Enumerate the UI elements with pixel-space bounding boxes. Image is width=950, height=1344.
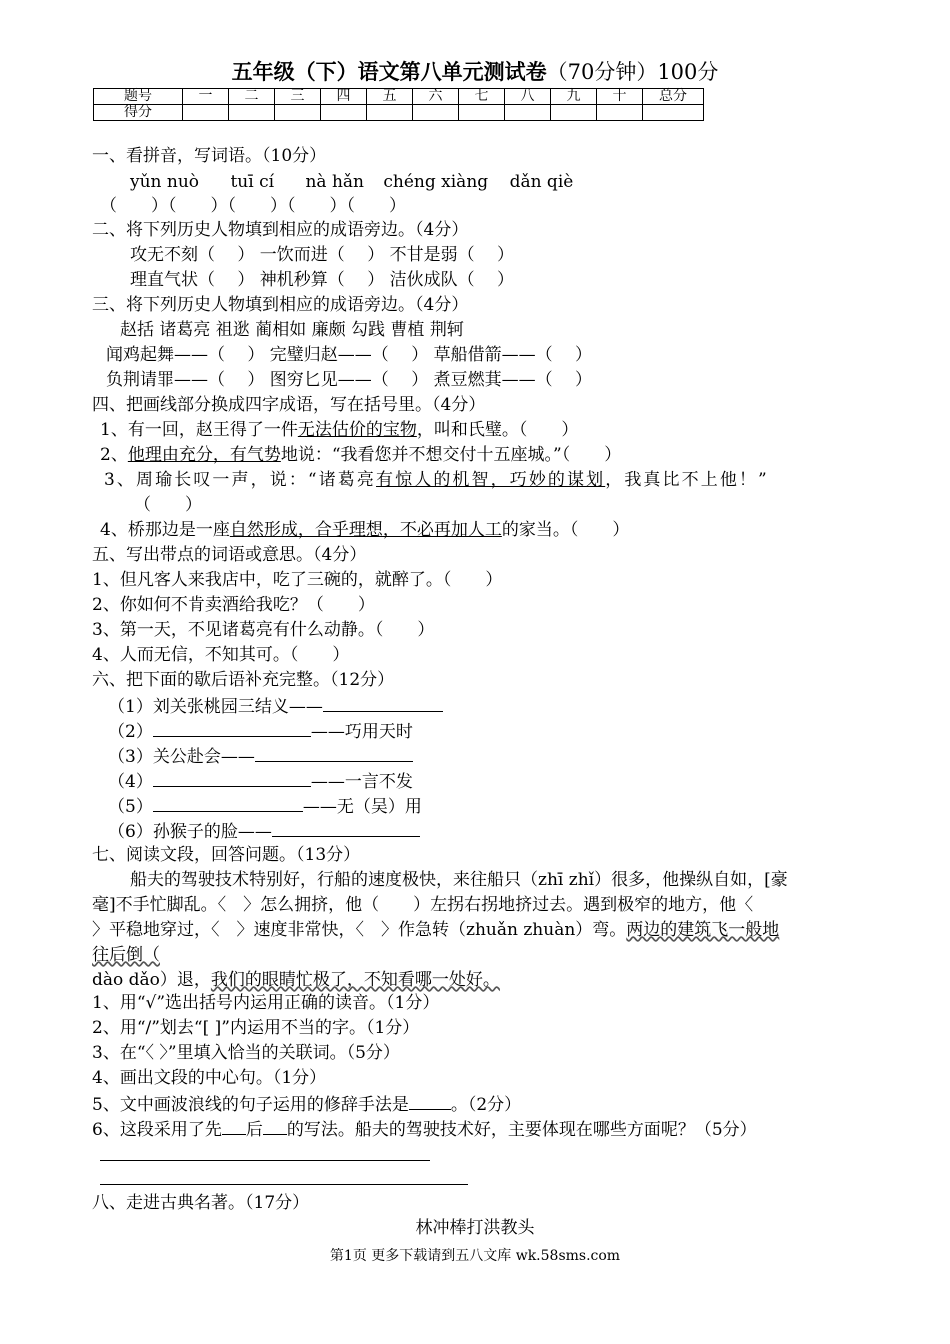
answer-line[interactable]	[100, 1160, 430, 1161]
wavy-underlined-sentence: 两边的建筑飞一般地	[626, 920, 780, 940]
q8-heading: 八、走进古典名著。（17分）	[92, 1193, 310, 1213]
q7-question-4: 4、画出文段的中心句。（1分）	[92, 1068, 327, 1088]
pinyin: tuī cí	[230, 172, 275, 192]
text: （1）刘关张桃园三结义——	[108, 697, 323, 717]
text: （5）	[108, 797, 153, 817]
answer-blank[interactable]	[409, 1091, 451, 1110]
q4-heading: 四、把画线部分换成四字成语，写在括号里。（4分）	[92, 395, 486, 415]
answer-blank[interactable]	[263, 1116, 287, 1135]
answer-blank[interactable]	[222, 1116, 246, 1135]
q4-sentence-3-bracket[interactable]: （ ）	[134, 495, 202, 515]
text: ，叫和氏璧。（ ）	[416, 420, 579, 440]
score-cell[interactable]	[413, 105, 459, 121]
q2-line-1: 攻无不刻（ ） 一饮而进（ ） 不甘是弱（ ）	[130, 245, 515, 265]
score-cell[interactable]	[229, 105, 275, 121]
q7-passage-line-2: 毫]不手忙脚乱。〈 〉怎么拥挤，他（ ）左拐右拐地挤过去。遇到极窄的地方，他〈	[92, 895, 754, 915]
answer-blank[interactable]	[153, 718, 311, 737]
pinyin: dǎn qiè	[509, 172, 574, 192]
text: dào dǎo）退，	[92, 970, 211, 990]
text: 5、文中画波浪线的句子运用的修辞手法是	[92, 1095, 409, 1115]
q7-question-3: 3、在“〈 〉”里填入恰当的关联词。（5分）	[92, 1043, 400, 1063]
q2-heading: 二、将下列历史人物填到相应的成语旁边。（4分）	[92, 220, 469, 240]
q7-passage-line-4	[92, 943, 160, 967]
text: 的写法。船夫的驾驶技术好，主要体现在哪些方面呢？（5分）	[286, 1120, 757, 1140]
score-row-label: 得分	[94, 105, 183, 121]
score-header-cell: 一	[183, 89, 229, 105]
text: 地说：“我看您并不想交付十五座城。”（ ）	[280, 445, 622, 465]
text: （3）关公赴会——	[108, 747, 255, 767]
text: ，我真比不上他！”	[605, 470, 769, 490]
text: 3、周瑜长叹一声，说：“诸葛亮	[104, 470, 377, 490]
text: 。（2分）	[450, 1095, 522, 1115]
score-header-cell: 二	[229, 89, 275, 105]
text: （6）孙猴子的脸——	[108, 822, 272, 842]
q5-sentence-1: 1、但凡客人来我店中，吃了三碗的，就醉了。（ ）	[92, 570, 503, 590]
score-cell[interactable]	[597, 105, 643, 121]
score-header-cell: 十	[597, 89, 643, 105]
score-table	[93, 88, 704, 121]
page-footer: 第1页 更多下载请到五八文库 wk.58sms.com	[329, 1248, 621, 1264]
text: 后	[245, 1120, 263, 1140]
text: 的家当。（ ）	[501, 520, 630, 540]
q6-item-5	[108, 793, 422, 819]
q3-names: 赵括 诸葛亮 祖逖 蔺相如 廉颇 勾践 曹植 荆轲	[120, 320, 464, 340]
text: 6、这段采用了先	[92, 1120, 222, 1140]
q3-line-1: 闻鸡起舞——（ ） 完璧归赵——（ ） 草船借箭——（ ）	[106, 345, 593, 365]
pinyin: nà hǎn	[305, 172, 364, 192]
q7-question-6	[92, 1116, 757, 1142]
underlined-phrase: 有惊人的机智，巧妙的谋划	[376, 470, 606, 490]
q4-sentence-2	[100, 443, 621, 467]
q4-sentence-1	[100, 418, 578, 442]
text: （4）	[108, 772, 153, 792]
q2-line-2: 理直气状（ ） 神机秒算（ ） 洁伙成队（ ）	[130, 270, 515, 290]
underlined-phrase: 他理由充分，有气势	[127, 445, 281, 465]
answer-blank[interactable]	[153, 793, 303, 812]
q5-sentence-3: 3、第一天，不见诸葛亮有什么动静。（ ）	[92, 620, 435, 640]
score-cell[interactable]	[275, 105, 321, 121]
q1-heading: 一、看拼音，写词语。（10分）	[92, 146, 327, 166]
q1-answer-brackets[interactable]: （ ）（ ）（ ）（ ）（ ）	[100, 196, 406, 216]
text: 2、	[100, 445, 128, 465]
q6-item-4	[108, 768, 413, 794]
score-value-row	[94, 105, 704, 121]
score-header-cell: 题号	[94, 89, 183, 105]
q4-sentence-4	[100, 518, 629, 542]
q7-passage-line-3	[92, 918, 779, 942]
page-title	[0, 56, 950, 86]
score-header-cell: 总分	[643, 89, 704, 105]
text: ——巧用天时	[310, 722, 413, 742]
score-header-cell: 五	[367, 89, 413, 105]
text: 〉平稳地穿过，〈 〉速度非常快，〈 〉作急转（zhuǎn zhuàn）弯。	[92, 920, 627, 940]
q6-item-3	[108, 743, 413, 769]
wavy-underlined-sentence: 我们的眼睛忙极了，不知看哪一处好。	[210, 970, 500, 990]
q4-sentence-3	[104, 468, 769, 492]
score-cell[interactable]	[551, 105, 597, 121]
underlined-phrase: 无法估价的宝物	[297, 420, 417, 440]
q8-subtitle: 林冲棒打洪教头	[415, 1218, 535, 1238]
answer-blank[interactable]	[153, 768, 311, 787]
q6-item-1	[108, 693, 443, 719]
q6-item-2	[108, 718, 413, 744]
q3-line-2: 负荆请罪——（ ） 图穷匕见——（ ） 煮豆燃萁——（ ）	[106, 370, 593, 390]
text: ——无（吴）用	[302, 797, 422, 817]
score-header-cell: 三	[275, 89, 321, 105]
score-cell[interactable]	[643, 105, 704, 121]
score-header-cell: 七	[459, 89, 505, 105]
text: （2）	[108, 722, 153, 742]
answer-blank[interactable]	[272, 818, 420, 837]
score-header-row	[94, 89, 704, 105]
score-header-cell: 九	[551, 89, 597, 105]
wavy-underlined-sentence: 往后倒（	[92, 945, 160, 965]
q7-question-5	[92, 1091, 521, 1117]
pinyin: yǔn nuò	[130, 172, 200, 192]
text: 1、有一回，赵王得了一件	[100, 420, 298, 440]
score-cell[interactable]	[183, 105, 229, 121]
title-sub: （70分钟）100分	[546, 60, 719, 84]
q1-pinyin-row	[130, 170, 573, 194]
score-cell[interactable]	[505, 105, 551, 121]
q7-heading: 七、阅读文段，回答问题。（13分）	[92, 845, 361, 865]
q5-heading: 五、写出带点的词语或意思。（4分）	[92, 545, 367, 565]
q7-question-1: 1、用“√”选出括号内运用正确的读音。（1分）	[92, 993, 440, 1013]
answer-blank[interactable]	[255, 743, 413, 762]
underlined-phrase: 自然形成，合乎理想，不必再加人工	[229, 520, 502, 540]
answer-line[interactable]	[100, 1184, 468, 1185]
q5-sentence-4: 4、人而无信，不知其可。（ ）	[92, 645, 350, 665]
q3-heading: 三、将下列历史人物填到相应的成语旁边。（4分）	[92, 295, 469, 315]
score-cell[interactable]	[459, 105, 505, 121]
text: ——一言不发	[310, 772, 413, 792]
q7-question-2: 2、用“/”划去“[ ]”内运用不当的字。（1分）	[92, 1018, 420, 1038]
score-cell[interactable]	[367, 105, 413, 121]
q6-heading: 六、把下面的歇后语补充完整。（12分）	[92, 670, 395, 690]
q6-item-6	[108, 818, 420, 844]
text: 4、桥那边是一座	[100, 520, 230, 540]
score-header-cell: 八	[505, 89, 551, 105]
q5-sentence-2: 2、你如何不肯卖酒给我吃？（ ）	[92, 595, 375, 615]
q7-passage-line-5	[92, 968, 500, 992]
pinyin: chéng xiàng	[383, 172, 489, 192]
score-header-cell: 四	[321, 89, 367, 105]
score-cell[interactable]	[321, 105, 367, 121]
score-header-cell: 六	[413, 89, 459, 105]
answer-blank[interactable]	[323, 693, 443, 712]
title-main: 五年级（下）语文第八单元测试卷	[231, 59, 547, 84]
q7-passage-line-1: 船夫的驾驶技术特别好，行船的速度极快，来往船只（zhī zhǐ）很多，他操纵自如，[豪	[130, 870, 788, 890]
